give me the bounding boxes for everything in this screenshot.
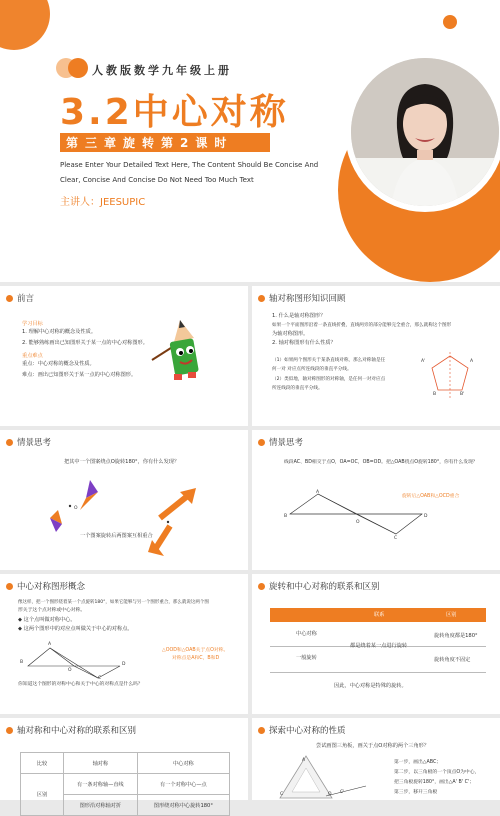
bullet-icon bbox=[6, 295, 13, 302]
slide-title: 情景思考 bbox=[17, 438, 52, 448]
question-text: 把其中一个图案绕点O旋转180°，你有什么发现？ bbox=[64, 459, 180, 465]
bullet-icon bbox=[258, 295, 265, 302]
bullet-icon bbox=[6, 727, 13, 734]
point-label: C bbox=[280, 792, 284, 797]
goal-label: 学习目标 bbox=[22, 321, 43, 327]
header-link: 联系 bbox=[374, 612, 385, 618]
key-label: 重点难点 bbox=[22, 353, 43, 359]
point-label: A bbox=[48, 642, 52, 647]
review-property: 何一对 对应点所连线段的垂直平分线。 bbox=[272, 367, 352, 372]
point-label: A bbox=[302, 758, 306, 763]
slide-title: 前言 bbox=[17, 294, 35, 304]
slide-relation bbox=[252, 574, 500, 714]
goal-item: 2. 能够熟练画出已知图形关于某一点的中心对称图形。 bbox=[22, 340, 148, 346]
table-divider bbox=[270, 672, 486, 673]
step-text: 第一步，画出△ABC； bbox=[394, 760, 442, 765]
concept-text: 形关于这个点对称或中心对称。 bbox=[18, 608, 86, 613]
conclusion-text: 因此，中心对称是特殊的旋转。 bbox=[334, 683, 407, 689]
caption-text: 一个图案旋转后两图案互相重合 bbox=[80, 533, 153, 539]
presenter-label: 主讲人：JEESUPIC bbox=[60, 197, 146, 208]
slide-title: 轴对称图形知识回顾 bbox=[269, 294, 346, 304]
concept-bullet: ◆ 这个点叫做对称中心。 bbox=[18, 617, 76, 623]
presenter-photo bbox=[351, 58, 499, 206]
review-question: 2. 轴对称图形有什么性质？ bbox=[272, 340, 336, 346]
bullet-icon bbox=[6, 439, 13, 446]
point-label: C' bbox=[340, 790, 345, 795]
table-cell: 中心对称 bbox=[137, 753, 229, 774]
point-label: C bbox=[98, 676, 102, 681]
table-cell: 有一个对称中心—点 bbox=[137, 774, 229, 795]
point-label: O bbox=[328, 792, 332, 797]
table-cell: 区别 bbox=[21, 774, 64, 816]
concept-bullet-text: 这两个图形中的对应点叫做关于中心的对称点。 bbox=[23, 626, 133, 632]
review-property: （2）类似地，轴对称图形的对称轴，是任何一对对应点 bbox=[272, 377, 386, 382]
point-label: D bbox=[122, 662, 126, 667]
point-label: B bbox=[20, 660, 24, 665]
point-label: O bbox=[68, 668, 72, 673]
step-text: 第二步，以三角板的一个顶点O为中心， bbox=[394, 770, 480, 775]
slide-explore bbox=[252, 718, 500, 800]
slide-preface bbox=[0, 286, 248, 426]
link-text: 都是绕着某一点进行旋转 bbox=[350, 643, 408, 649]
table-cell: 轴对称 bbox=[64, 753, 138, 774]
slide-title: 轴对称和中心对称的联系和区别 bbox=[17, 726, 137, 736]
slide-review bbox=[252, 286, 500, 426]
concept-bullet: ◆ 这两个图形中的对应点叫做关于中心的对称点。 bbox=[18, 626, 133, 632]
description-line: Please Enter Your Detailed Text Here, The Content Should Be Concise And bbox=[60, 161, 319, 169]
comparison-table bbox=[20, 752, 230, 816]
slide-think-2 bbox=[252, 430, 500, 570]
rotation-figure bbox=[40, 474, 210, 558]
table-cell: 有一条对称轴—直线 bbox=[64, 774, 138, 795]
table-row bbox=[21, 774, 230, 795]
bullet-icon bbox=[258, 727, 265, 734]
concept-text: 像这样，把一个图形绕着某一个点旋转180°，如果它能够与另一个图形重合，那么就说这两个图 bbox=[18, 600, 209, 605]
slide-title: 情景思考 bbox=[269, 438, 304, 448]
note-text: 旋转后△OAB和△OCD重合 bbox=[402, 494, 460, 499]
step-text: 把三角板旋转180°，画出△A' B' C'； bbox=[394, 780, 475, 785]
key-item: 重点：中心对称的概念及性质。 bbox=[22, 361, 95, 367]
point-label: A bbox=[470, 359, 474, 364]
slide-title: 探索中心对称的性质 bbox=[269, 726, 346, 736]
diff-text: 旋转角度不固定 bbox=[434, 657, 471, 663]
table-cell: 比较 bbox=[21, 753, 64, 774]
row-label: 一般旋转 bbox=[296, 655, 317, 661]
intro-text: 尝试画图三角板，画关于点O对称的两个三角形？ bbox=[316, 743, 430, 749]
review-property: （1）如果两个图形关于某条直线对称，那么对称轴是任 bbox=[272, 358, 386, 363]
table-cell: 图形沿对称轴对折 bbox=[64, 795, 138, 816]
point-label: D bbox=[424, 514, 428, 519]
note-text: △OOD和△OAB关于点O对称。 bbox=[162, 648, 229, 653]
description-line: Clear, Concise And Concise Do Not Need Too Much Text bbox=[60, 176, 254, 184]
step-text: 第三步，移开三角板 bbox=[394, 790, 438, 795]
bullet-icon bbox=[6, 583, 13, 590]
goal-item: 1. 理解中心对称的概念及性质。 bbox=[22, 329, 97, 335]
slide-axis bbox=[0, 718, 248, 809]
review-property: 所连线段的垂直平分线。 bbox=[272, 386, 323, 391]
question-text: 线段AC、BD相交于点O，OA=OC，OB=OD。把△OAB绕点O旋转180°，你有什么发现？ bbox=[284, 460, 478, 465]
table-cell: 图形绕对称中心旋转180° bbox=[137, 795, 229, 816]
point-label: B' bbox=[460, 392, 465, 397]
slide-think-1 bbox=[0, 430, 248, 570]
slide-concept bbox=[0, 574, 248, 714]
pencil-mascot-icon bbox=[150, 316, 210, 386]
cover-slide bbox=[0, 0, 500, 282]
question-text: 你知道这个图形的对称中心和关于中心的对称点是什么吗？ bbox=[18, 682, 143, 687]
review-answer: 如果一个平面图形沿着一条直线折叠，直线两旁的部分能够完全重合，那么就称这个图形 bbox=[272, 323, 452, 328]
cover-title: 3.2中心对称 bbox=[60, 92, 289, 133]
point-label: B bbox=[284, 514, 288, 519]
point-label: A' bbox=[421, 359, 426, 364]
note-text: 对称点是A和C，B和D bbox=[172, 656, 220, 661]
slide-title: 中心对称图形概念 bbox=[17, 582, 86, 592]
concept-bullet-text: 这个点叫做对称中心。 bbox=[23, 617, 76, 623]
slide-title: 旋转和中心对称的联系和区别 bbox=[269, 582, 380, 592]
point-label: O bbox=[74, 506, 78, 511]
header-diff: 区别 bbox=[446, 612, 457, 618]
cover-description bbox=[60, 158, 318, 188]
review-answer: 为轴对称图形。 bbox=[272, 331, 309, 337]
cover-subtitle: 第三章旋转第2课时 bbox=[66, 136, 234, 150]
point-label: B bbox=[433, 392, 437, 397]
bullet-icon bbox=[258, 439, 265, 446]
concept-figure bbox=[24, 644, 144, 680]
point-label: A bbox=[316, 490, 320, 495]
diff-text: 旋转角度都是180° bbox=[434, 633, 478, 639]
point-label: O bbox=[356, 520, 360, 525]
key-item: 难点：画出已知图形关于某一点的中心对称图形。 bbox=[22, 372, 137, 378]
table-row bbox=[21, 753, 230, 774]
bullet-icon bbox=[258, 583, 265, 590]
row-label: 中心对称 bbox=[296, 631, 317, 637]
review-question: 1. 什么是轴对称图形？ bbox=[272, 313, 326, 319]
point-label: C bbox=[394, 536, 398, 541]
publisher-label: 人教版数学九年级上册 bbox=[92, 64, 232, 77]
